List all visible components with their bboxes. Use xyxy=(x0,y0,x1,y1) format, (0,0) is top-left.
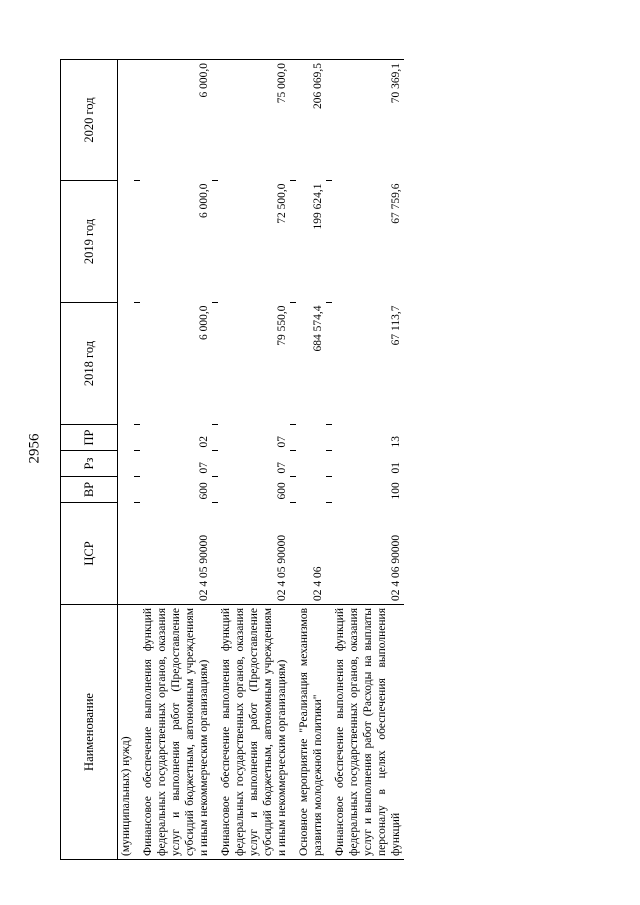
header-pr: ПР xyxy=(61,425,118,451)
header-2018: 2018 год xyxy=(61,303,118,425)
cell-2019: 199 624,1 xyxy=(312,183,324,230)
cell-csr xyxy=(118,503,135,605)
header-vr: ВР xyxy=(61,477,118,503)
budget-table xyxy=(60,59,404,860)
cell-2018: 79 550,0 xyxy=(276,305,288,346)
cell-rz xyxy=(296,451,326,477)
cell-pr: 13 xyxy=(390,436,402,448)
cell-pr: 02 xyxy=(198,436,210,448)
cell-name: Финансовое обеспечение выполнения функций федеральных государственных органов, оказания услуг и выполнения работ (Расходы на выплаты персоналу в целях обеспечения выполнения функций xyxy=(332,605,404,860)
cell-rz: 07 xyxy=(198,462,210,474)
cell-csr: 02 4 06 xyxy=(312,566,324,601)
cell-vr xyxy=(118,477,135,503)
table-row xyxy=(218,60,290,860)
header-2019: 2019 год xyxy=(61,181,118,303)
cell-2020 xyxy=(118,60,135,181)
cell-2019: 67 759,6 xyxy=(390,183,402,224)
cell-name: Финансовое обеспечение выполнения функций федеральных государственных органов, оказания услуг и выполнения работ (Предоставление субсидий бюджетным, автономным учреждениям и иным некоммерческим организациям) xyxy=(218,605,290,860)
cell-name: Основное мероприятие "Реализация механизмов развития молодежной политики" xyxy=(296,605,326,860)
table-row xyxy=(332,60,404,860)
cell-csr: 02 4 05 90000 xyxy=(276,534,288,601)
cell-2020: 70 369,1 xyxy=(332,60,404,181)
header-2020: 2020 год xyxy=(61,60,118,181)
cell-2020: 206 069,5 xyxy=(296,60,326,181)
page-number: 2956 xyxy=(26,433,43,464)
cell-vr: 100 xyxy=(390,482,402,500)
header-row xyxy=(61,60,118,860)
cell-2018: 6 000,0 xyxy=(198,305,210,340)
cell-2020: 6 000,0 xyxy=(140,60,212,181)
cell-2018 xyxy=(118,303,135,425)
cell-2020: 75 000,0 xyxy=(218,60,290,181)
table-row xyxy=(140,60,212,860)
header-csr: ЦСР xyxy=(61,503,118,605)
cell-name: Финансовое обеспечение выполнения функций федеральных государственных органов, оказания услуг и выполнения работ (Предоставление субсидий бюджетным, автономным учреждениям и иным некоммерческим организациям) xyxy=(140,605,212,860)
cell-vr: 600 xyxy=(198,482,210,500)
cell-2018: 67 113,7 xyxy=(390,305,402,346)
cell-name: (муниципальных) нужд) xyxy=(118,605,135,860)
cell-vr: 600 xyxy=(276,482,288,500)
cell-csr: 02 4 06 90000 xyxy=(390,534,402,601)
cell-vr xyxy=(296,477,326,503)
cell-pr xyxy=(118,425,135,451)
cell-pr xyxy=(296,425,326,451)
table-row xyxy=(118,60,135,860)
cell-2019 xyxy=(118,181,135,303)
cell-2019: 6 000,0 xyxy=(198,183,210,218)
cell-2018: 684 574,4 xyxy=(312,305,324,352)
cell-csr: 02 4 05 90000 xyxy=(198,534,210,601)
cell-rz: 07 xyxy=(276,462,288,474)
rotated-table-container xyxy=(60,60,580,860)
cell-pr: 07 xyxy=(276,436,288,448)
table-row xyxy=(296,60,326,860)
header-name: Наименование xyxy=(61,605,118,860)
cell-rz: 01 xyxy=(390,462,402,474)
cell-rz xyxy=(118,451,135,477)
header-rz: Рз xyxy=(61,451,118,477)
cell-2019: 72 500,0 xyxy=(276,183,288,224)
